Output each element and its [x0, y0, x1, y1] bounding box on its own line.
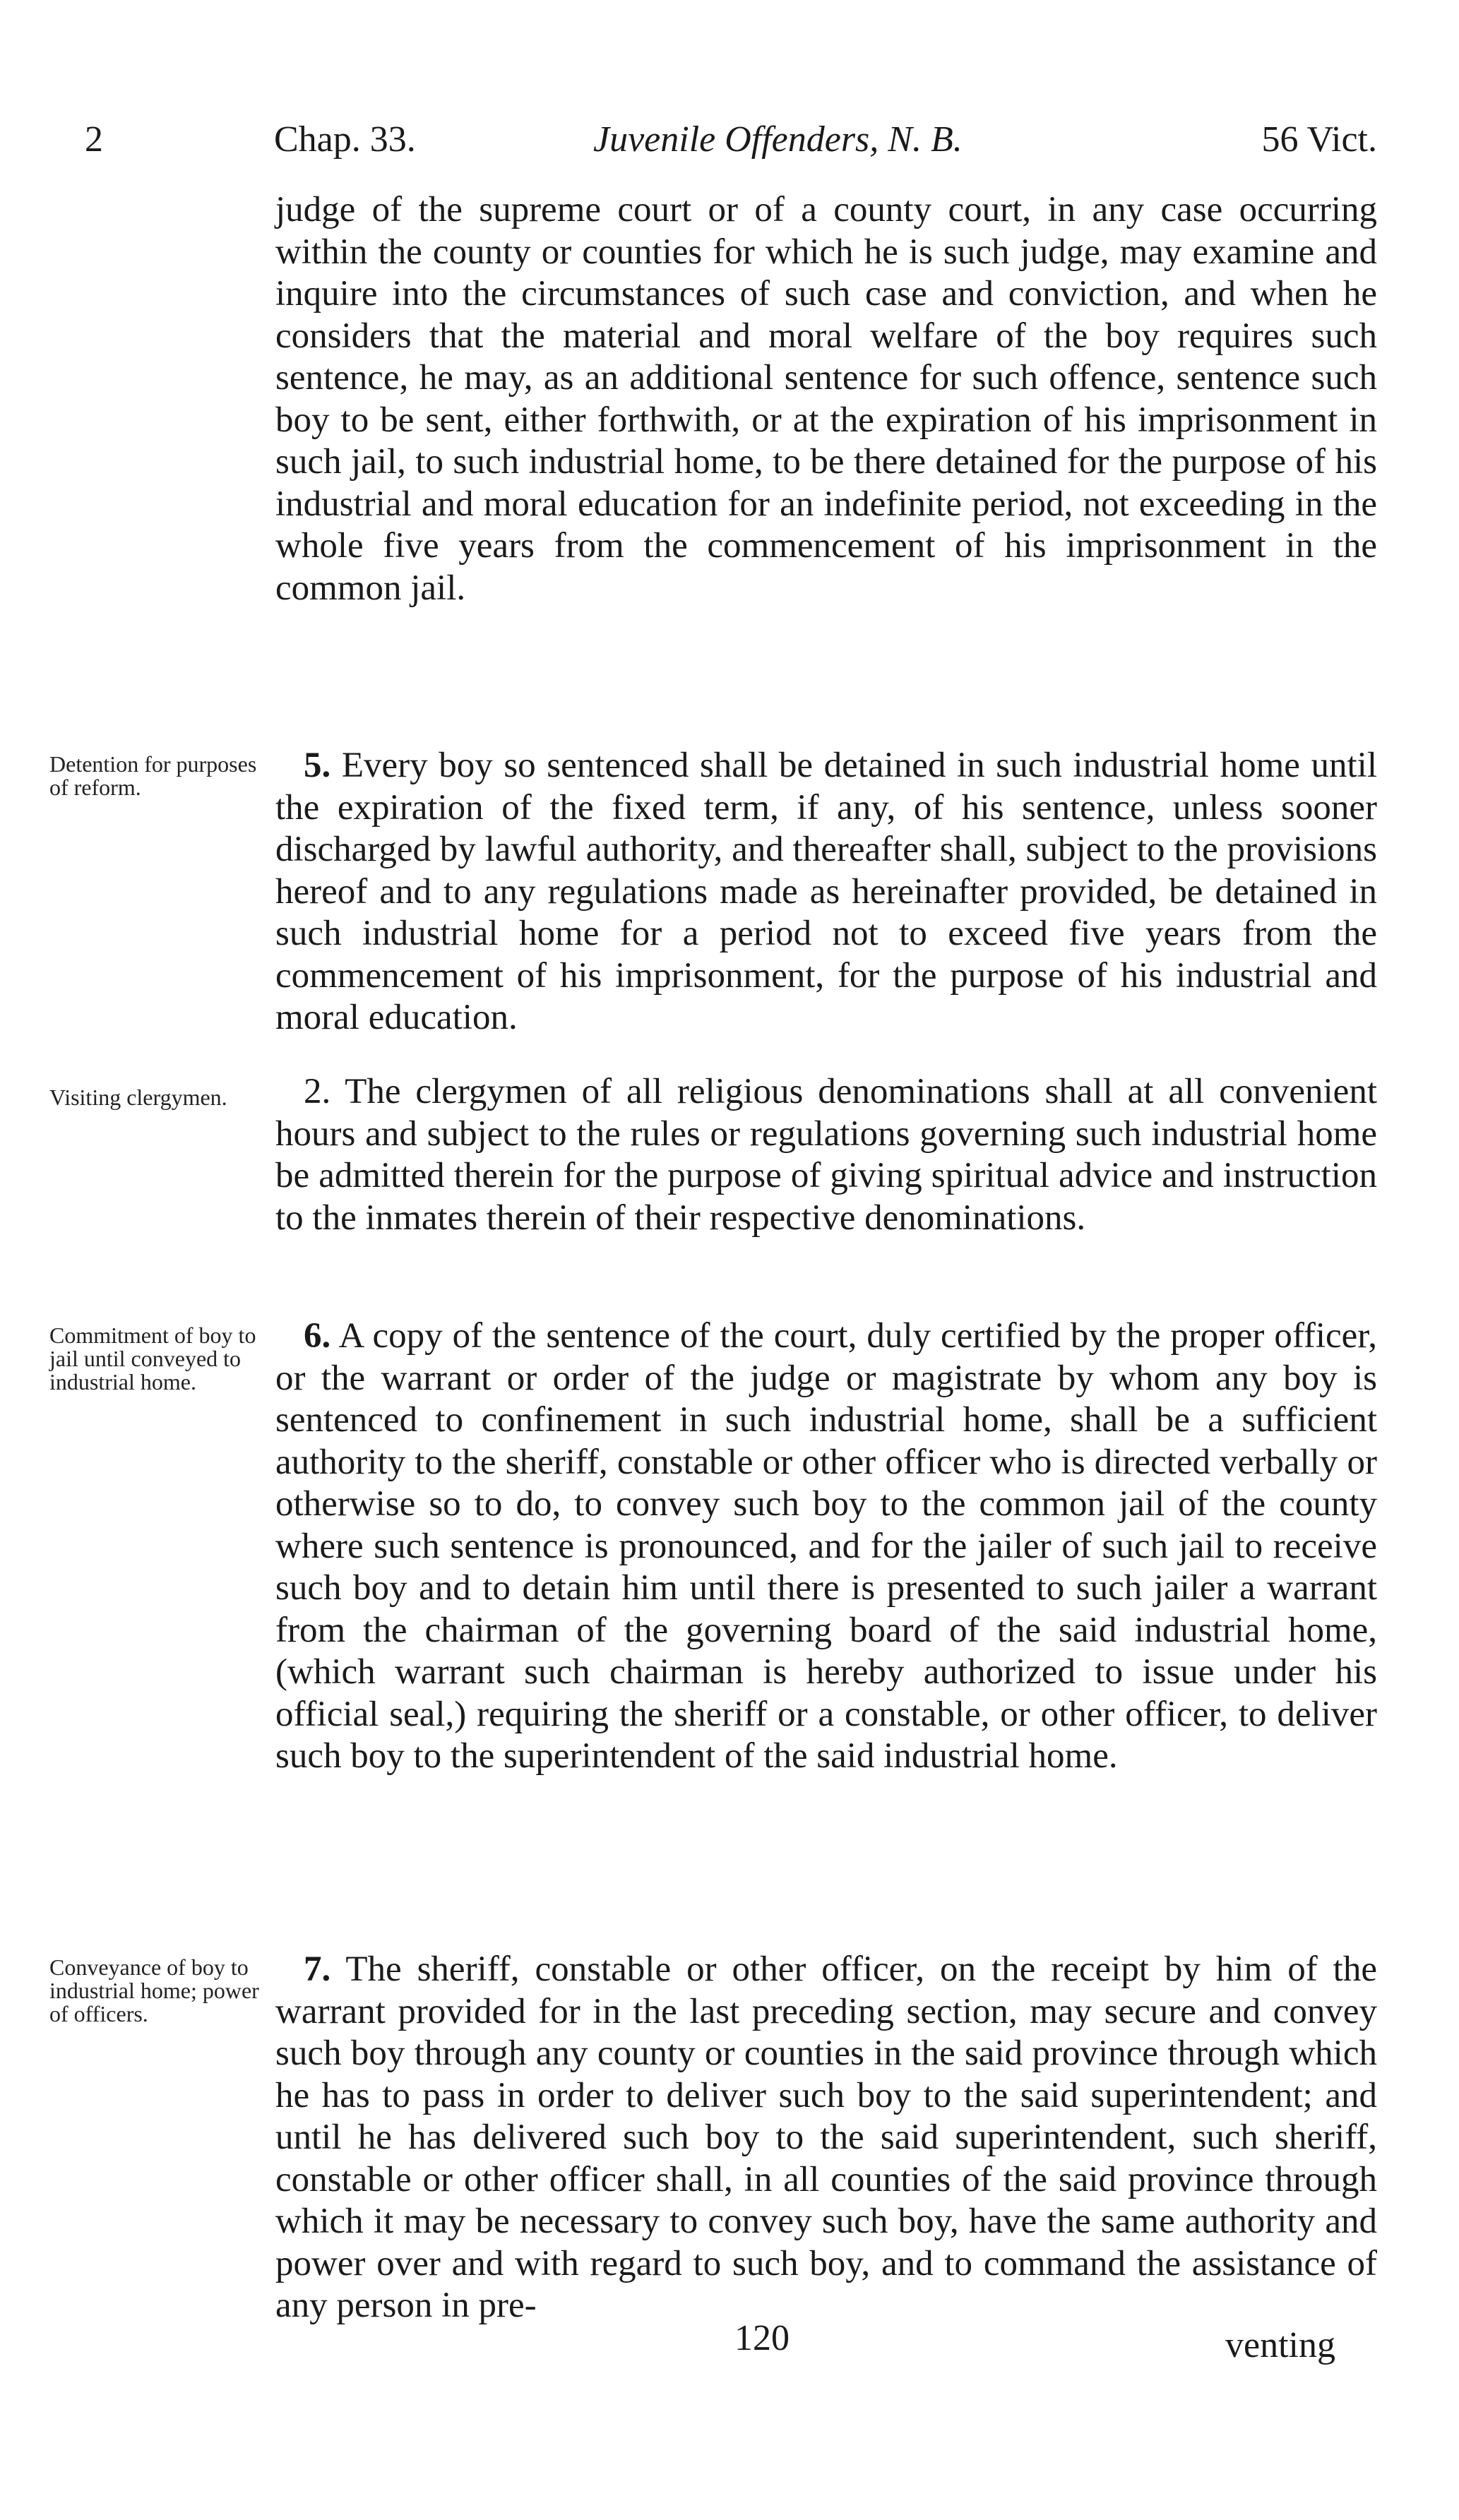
section-7 — [275, 1949, 1377, 2327]
section-text: Every boy so sentenced shall be detained in such industrial home until the expiration of the fixed term, if any, of his sentence, unless sooner discharged by lawful authority, and thereafter shall, subject to the provisions hereof and to any regulations made as hereinafter provided, be detained in such industrial home for a period not to exceed five years from the commencement of his imprisonment, for the purpose of his industrial and moral education. — [275, 746, 1378, 1037]
section-number: 6. — [304, 1316, 331, 1356]
section-6-paragraph — [275, 1315, 1377, 1778]
running-header — [85, 119, 1377, 168]
margin-note-detention: Detention for purposes of reform. — [49, 751, 257, 800]
subsection-number: 2. — [304, 1072, 331, 1111]
regnal-year: 56 Vict. — [1261, 119, 1377, 160]
margin-note-clergymen: Visiting clergymen. — [49, 1085, 227, 1110]
subsection-2-paragraph — [275, 1071, 1377, 1239]
folio-number: 120 — [734, 2318, 790, 2358]
continuation-block — [275, 189, 1377, 609]
act-title: Juvenile Offenders, N. B. — [593, 119, 963, 160]
section-5 — [275, 745, 1377, 1039]
section-5-paragraph — [275, 745, 1377, 1039]
subsection-2 — [275, 1071, 1377, 1239]
continuation-paragraph: judge of the supreme court or of a county court, in any case occurring within the county or counties for which he is such judge, may examine and inquire into the circumstances of such case and conviction, and when he considers that the material and moral welfare of the boy requires such sentence, he may, as an additional sentence for such offence, sentence such boy to be sent, either forthwith, or at the expiration of his imprisonment in such jail, to such industrial home, to be there detained for the purpose of his industrial and moral education for an indefinite period, not exceeding in the whole five years from the commencement of his imprisonment in the common jail. — [275, 190, 1377, 608]
section-number: 5. — [304, 746, 331, 785]
chapter-label: Chap. 33. — [274, 119, 416, 160]
page-number: 2 — [85, 119, 103, 160]
margin-note-commitment: Commitment of boy to jail until conveyed to industrial home. — [49, 1322, 256, 1395]
section-text: A copy of the sentence of the court, duly certified by the proper officer, or the warrant or order of the judge or magistrate by whom any boy is sentenced to confinement in such industrial home, shall be a sufficient authority to the sheriff, constable or other officer who is directed verbally or otherwise so to do, to convey such boy to the common jail of the county where such sentence is pronounced, and for the jailer of such jail to receive such boy and to detain him until there is presented to such jailer a warrant from the chairman of the governing board of the said industrial home, (which warrant such chairman is hereby authorized to issue under his official seal,) requiring the sheriff or a constable, or other officer, to deliver such boy to the superintendent of the said industrial home. — [275, 1316, 1377, 1776]
catchword: venting — [1225, 2325, 1335, 2365]
section-6 — [275, 1315, 1377, 1778]
margin-note-conveyance: Conveyance of boy to industrial home; power of officers. — [49, 1954, 259, 2026]
section-text: The sheriff, constable or other officer, on the receipt by him of the warrant provided for in the last preceding section, may secure and convey such boy through any county or counties in the said province through which he has to pass in order to deliver such boy to the said superintendent; and until he has delivered such boy to the said superintendent, such sheriff, constable or other officer shall, in all counties of the said province through which it may be necessary to convey such boy, have the same authority and power over and with regard to such boy, and to command the assistance of any person in pre- — [275, 1949, 1377, 2325]
section-7-paragraph — [275, 1949, 1377, 2327]
subsection-text: The clergymen of all religious denominations shall at all convenient hours and subject to the rules or regulations governing such industrial home be admitted therein for the purpose of giving spiritual advice and instruction to the inmates therein of their respective denominations. — [275, 1072, 1377, 1238]
section-number: 7. — [304, 1949, 331, 1989]
